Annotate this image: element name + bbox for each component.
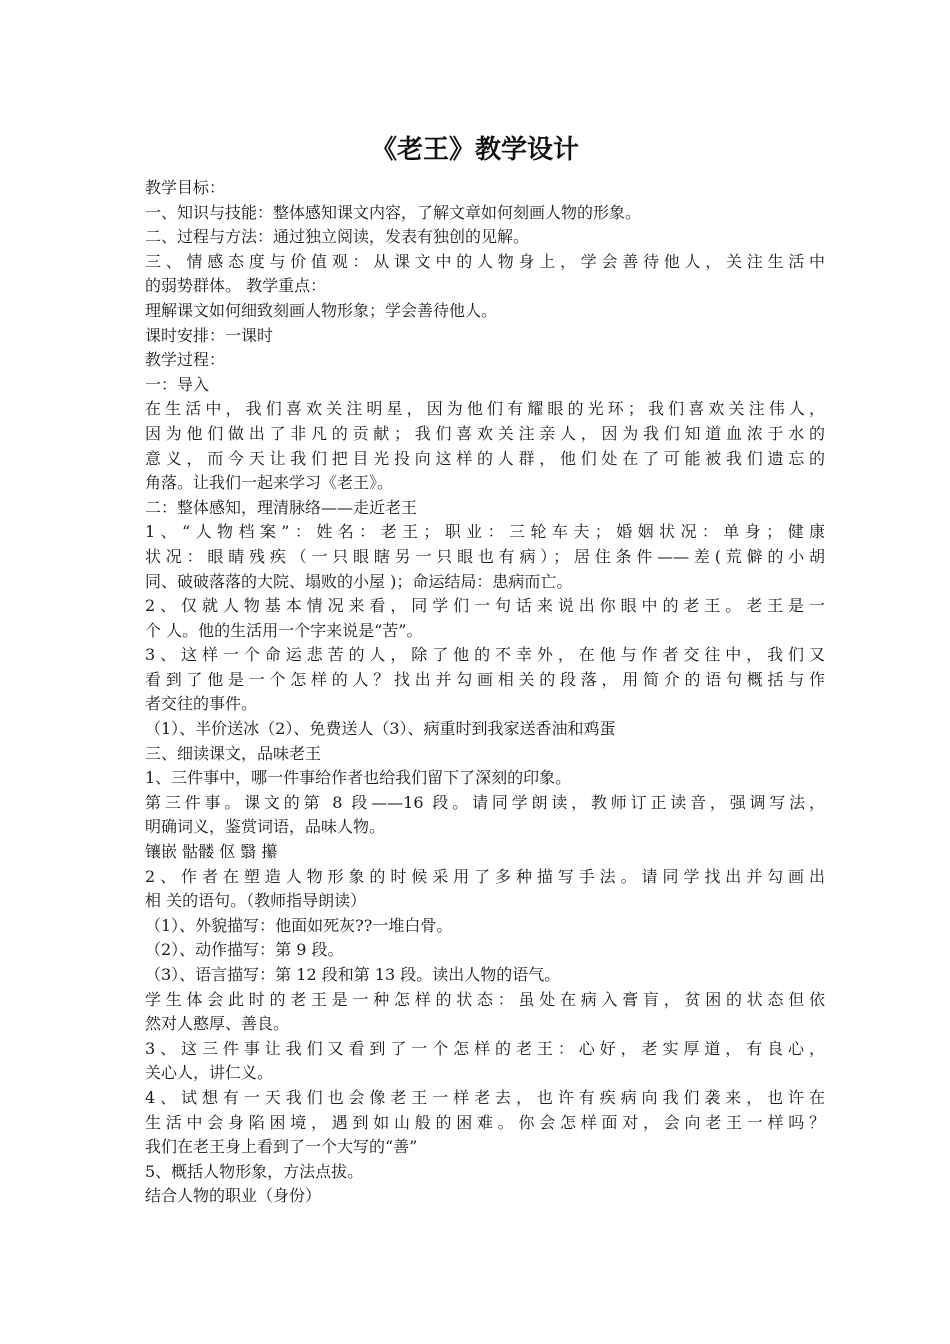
text-line: 课时安排：一课时	[145, 325, 274, 345]
text-line: 者交往的事件。	[145, 694, 258, 714]
text-line: 4、试想有一天我们也会像老王一样老去，也许有疾病向我们袭来，也许在	[145, 1087, 825, 1107]
text-line: 结合人物的职业（身份）	[145, 1186, 322, 1206]
text-line: 意义，而今天让我们把目光投向这样的人群，他们处在了可能被我们遗忘的	[145, 448, 825, 468]
text-line: 二：整体感知，理清脉络——走近老王	[145, 497, 418, 517]
document-title: 《老王》教学设计	[370, 135, 579, 165]
document-body	[145, 176, 825, 1209]
text-line: （1）、外貌描写：他面如死灰??一堆白骨。	[145, 915, 453, 935]
text-line: 一、知识与技能：整体感知课文内容，了解文章如何刻画人物的形象。	[145, 202, 642, 222]
text-line: 角落。让我们一起来学习《老王》。	[145, 473, 394, 493]
text-line: 3、这三件事让我们又看到了一个怎样的老王：心好，老实厚道，有良心，	[145, 1038, 825, 1058]
text-line: 教学目标：	[145, 178, 226, 197]
text-line: 学生体会此时的老王是一种怎样的状态：虽处在病入膏肓，贫困的状态但依	[145, 989, 825, 1009]
text-line: 明确词义，鉴赏词语，品味人物。	[145, 817, 386, 837]
text-line: 看到了他是一个怎样的人？找出并勾画相关的段落，用简介的语句概括与作	[145, 669, 825, 689]
text-line: 一：导入	[145, 374, 210, 394]
text-line: 同、破破落落的大院、塌败的小屋 )；命运结局：患病而亡。	[145, 571, 573, 591]
text-line: 2、仅就人物基本情况来看，同学们一句话来说出你眼中的老王。老王是一	[145, 596, 825, 616]
text-line: 3、这样一个命运悲苦的人，除了他的不幸外，在他与作者交往中，我们又	[145, 645, 825, 665]
text-line: 状况：眼睛残疾（一只眼瞎另一只眼也有病）；居住条件——差(荒僻的小胡	[145, 546, 825, 566]
text-line: （1）、半价送冰（2）、免费送人（3）、病重时到我家送香油和鸡蛋	[145, 719, 616, 739]
text-line: 2、作者在塑造人物形象的时候采用了多种描写手法。请同学找出并勾画出	[145, 866, 825, 886]
text-line: 理解课文如何细致刻画人物形象；学会善待他人。	[145, 300, 498, 320]
text-line: 因为他们做出了非凡的贡献；我们喜欢关注亲人，因为我们知道血浓于水的	[145, 423, 825, 443]
text-line: 1、三件事中，哪一件事给作者也给我们留下了深刻的印象。	[145, 768, 572, 788]
text-line: 教学过程：	[145, 350, 226, 370]
text-line: （3）、语言描写：第 12 段和第 13 段。读出人物的语气。	[145, 965, 561, 984]
text-line: 三、细读课文，品味老王	[145, 743, 322, 763]
text-line: 5、概括人物形象，方法点拔。	[145, 1161, 364, 1181]
text-line: 然对人憨厚、善良。	[145, 1014, 290, 1034]
text-line: 个 人。他的生活用一个字来说是“苦”。	[145, 620, 423, 640]
text-line: 三、情感态度与价值观：从课文中的人物身上，学会善待他人，关注生活中	[145, 251, 825, 271]
text-line: 我们在老王身上看到了一个大写的“善”	[145, 1137, 418, 1157]
text-line: （2）、动作描写：第 9 段。	[145, 940, 344, 960]
text-line: 生活中会身陷困境，遇到如山般的困难。你会怎样面对，会向老王一样吗？	[145, 1112, 825, 1132]
text-line: 关心人，讲仁义。	[145, 1063, 274, 1083]
text-line: 相 关的语句。（教师指导朗读）	[145, 891, 367, 911]
text-line: 1、“人物档案”：姓名：老王；职业：三轮车夫；婚姻状况：单身；健康	[145, 522, 825, 542]
text-line: 的弱势群体。 教学重点：	[145, 276, 327, 296]
text-line: 镶嵌 骷髅 伛 翳 攥	[145, 842, 278, 862]
text-line: 第三件事。课文的第 8 段——16 段。请同学朗读，教师订正读音，强调写法，	[145, 792, 825, 812]
text-line: 在生活中，我们喜欢关注明星，因为他们有耀眼的光环；我们喜欢关注伟人，	[145, 399, 825, 419]
text-line: 二、过程与方法：通过独立阅读，发表有独创的见解。	[145, 227, 530, 247]
